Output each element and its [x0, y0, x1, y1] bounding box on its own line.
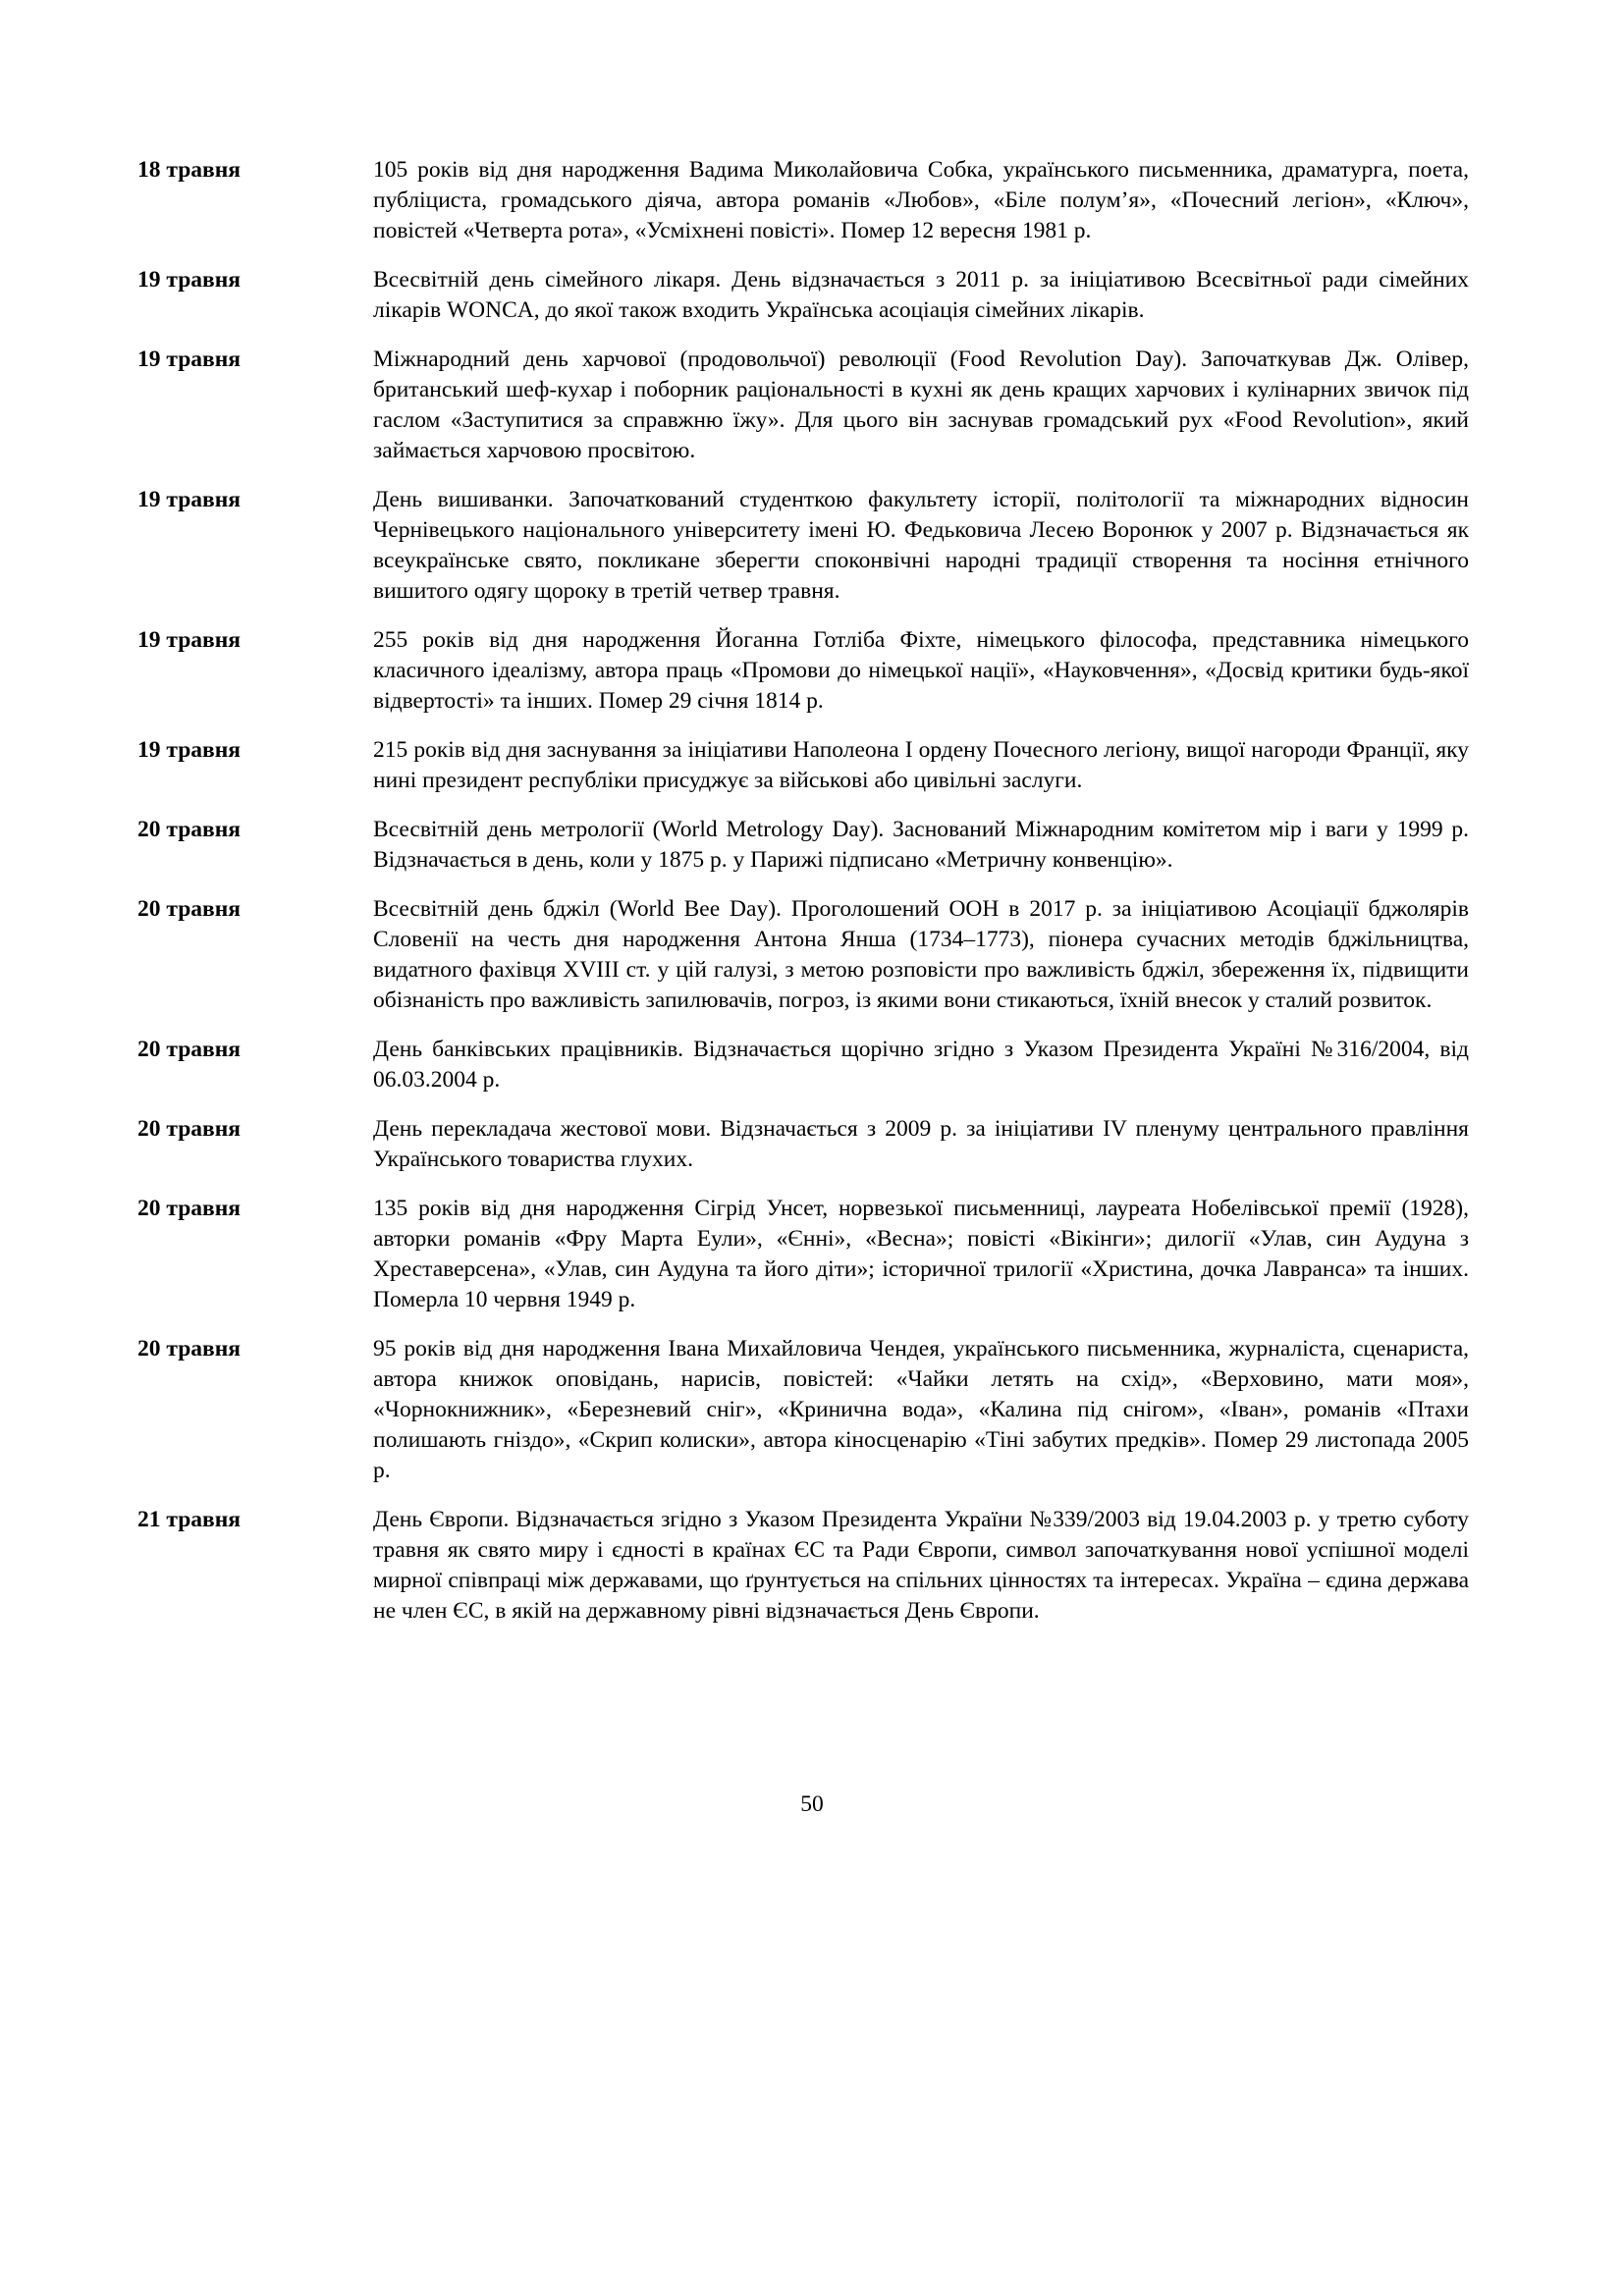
entry-description: 105 років від дня народження Вадима Миколайовича Собка, українського письменника, драматурга, поета, публіциста, громадського діяча, автора романів «Любов», «Біле полум’я», «Почесний легіон», «Ключ», повістей «Четверта рота», «Усміхнені повісті». Помер 12 вересня 1981 р. — [373, 157, 1469, 243]
entry-description: 215 років від дня заснування за ініціативи Наполеона І ордену Почесного легіону, вищої нагороди Франції, яку нині президент республіки присуджує за військові або цивільні заслуги. — [373, 737, 1469, 793]
calendar-entry — [137, 1114, 1469, 1175]
calendar-entry — [137, 485, 1469, 607]
entry-date: 20 травня — [137, 1196, 241, 1221]
calendar-entry — [137, 815, 1469, 876]
entry-description: Всесвітній день сімейного лікаря. День відзначається з 2011 р. за ініціативою Всесвітньої ради сімейних лікарів WONCA, до якої також входить Українська асоціація сімейних лікарів. — [373, 267, 1469, 323]
entry-date: 19 травня — [137, 267, 241, 293]
entry-date: 20 травня — [137, 817, 241, 842]
calendar-entry — [137, 625, 1469, 717]
entry-description: День вишиванки. Започаткований студенткою факультету історії, політології та міжнародних відносин Чернівецького національного університету імені Ю. Федьковича Лесею Воронюк у 2007 р. Відзначається як всеукраїнське свято, покликане зберегти споконвічні народні традиції створення та носіння етнічного вишитого одягу щороку в третій четвер травня. — [373, 487, 1469, 604]
calendar-entry — [137, 1505, 1469, 1627]
entry-date: 18 травня — [137, 157, 241, 183]
entry-description: 135 років від дня народження Сігрід Унсет, норвезької письменниці, лауреата Нобелівської премії (1928), авторки романів «Фру Марта Еули», «Єнні», «Весна»; повісті «Вікінги»; дилогії «Улав, син Аудуна з Хреставерсена», «Улав, син Аудуна та його діти»; історичної трилогії «Христина, дочка Лавранса» та інших. Померла 10 червня 1949 р. — [373, 1196, 1469, 1312]
entry-date: 19 травня — [137, 627, 241, 653]
page-number: 50 — [800, 1791, 824, 1817]
calendar-entry — [137, 155, 1469, 246]
entry-description: 255 років від дня народження Йоганна Готліба Фіхте, німецького філософа, представника німецького класичного ідеалізму, автора праць «Промови до німецької нації», «Науковчення», «Досвід критики будь-якої відвертості» та інших. Помер 29 січня 1814 р. — [373, 627, 1469, 714]
entry-date: 20 травня — [137, 1336, 241, 1362]
calendar-entry — [137, 894, 1469, 1016]
entry-description: 95 років від дня народження Івана Михайловича Чендея, українського письменника, журналіста, сценариста, автора книжок оповідань, нарисів, повістей: «Чайки летять на схід», «Верховино, мати моя», «Чорнокнижник», «Березневий сніг», «Кринична вода», «Калина під снігом», «Іван», романів «Птахи полишають гніздо», «Скрип колиски», автора кіносценарію «Тіні забутих предків». Помер 29 листопада 2005 р. — [373, 1336, 1469, 1483]
entry-description: Всесвітній день бджіл (World Bee Day). Проголошений ООН в 2017 р. за ініціативою Асоціації бджолярів Словенії на честь дня народження Антона Янша (1734–1773), піонера сучасних методів бджільництва, видатного фахівця XVIII ст. у цій галузі, з метою розповісти про важливість бджіл, збереження їх, підвищити обізнаність про важливість запилювачів, погроз, із якими вони стикаються, їхній внесок у сталий розвиток. — [373, 896, 1469, 1013]
calendar-entry — [137, 735, 1469, 796]
calendar-entry — [137, 1334, 1469, 1486]
entry-date: 19 травня — [137, 487, 241, 512]
calendar-entries — [137, 155, 1469, 1645]
calendar-entry — [137, 1035, 1469, 1095]
calendar-entry — [137, 345, 1469, 466]
entry-description: День перекладача жестової мови. Відзначається з 2009 р. за ініціативи IV пленуму центрального правління Українського товариства глухих. — [373, 1116, 1469, 1172]
entry-date: 21 травня — [137, 1507, 241, 1532]
entry-date: 20 травня — [137, 896, 241, 922]
entry-description: День Європи. Відзначається згідно з Указом Президента України №339/2003 від 19.04.2003 р. у третю суботу травня як свято миру і єдності в країнах ЄС та Ради Європи, символ започаткування нової успішної моделі мирної співпраці між державами, що ґрунтується на спільних цінностях та інтересах. Україна – єдина держава не член ЄС, в якій на державному рівні відзначається День Європи. — [373, 1507, 1469, 1624]
entry-date: 20 травня — [137, 1116, 241, 1142]
entry-date: 19 травня — [137, 737, 241, 763]
entry-date: 19 травня — [137, 347, 241, 372]
calendar-entry — [137, 265, 1469, 326]
calendar-entry — [137, 1194, 1469, 1315]
entry-description: День банківських працівників. Відзначається щорічно згідно з Указом Президента Україні №316/2004, від 06.03.2004 р. — [373, 1037, 1469, 1093]
entry-description: Всесвітній день метрології (World Metrology Day). Заснований Міжнародним комітетом мір і ваги у 1999 р. Відзначається в день, коли у 1875 р. у Парижі підписано «Метричну конвенцію». — [373, 817, 1469, 873]
entry-date: 20 травня — [137, 1037, 241, 1062]
entry-description: Міжнародний день харчової (продовольчої) революції (Food Revolution Day). Започаткував Дж. Олівер, британський шеф-кухар і поборник раціональності в кухні як день кращих харчових і кулінарних звичок під гаслом «Заступитися за справжню їжу». Для цього він заснував громадський рух «Food Revolution», який займається харчовою просвітою. — [373, 347, 1469, 463]
